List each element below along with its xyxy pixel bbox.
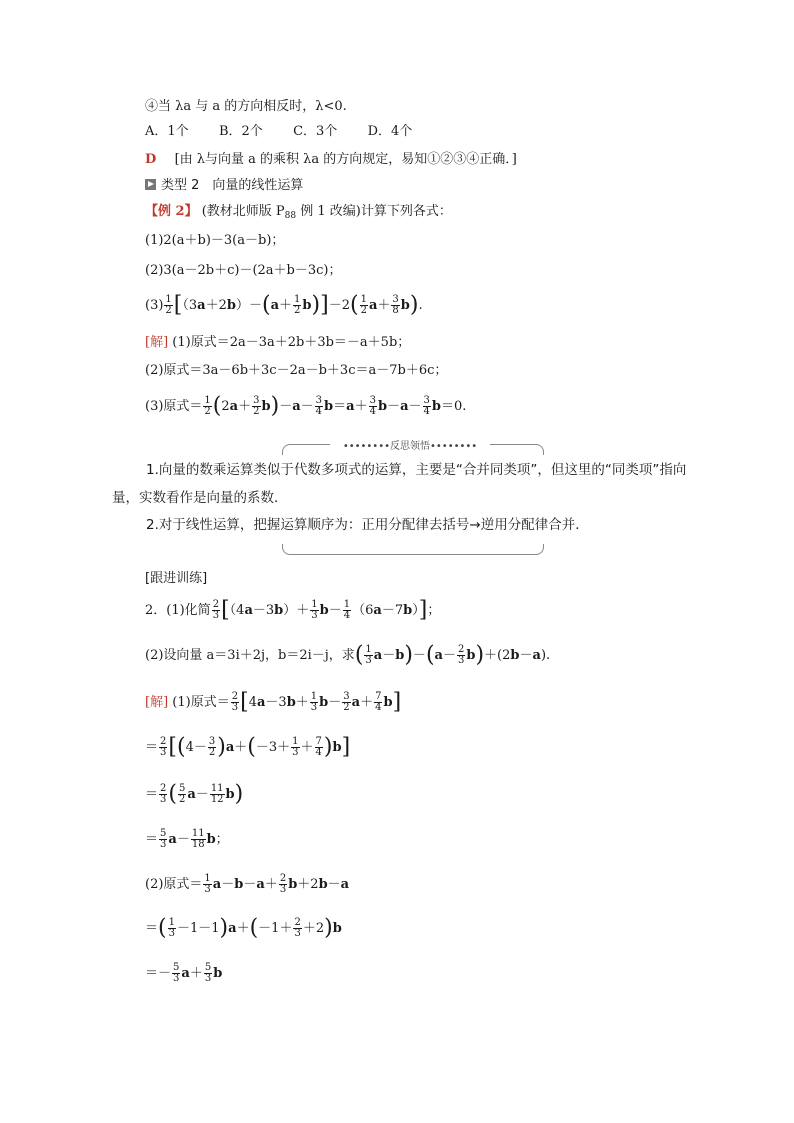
practice-2-2: (2)设向量 a＝3i＋2j，b＝2i－j，求( $\frac{1}{3}$ a－b)－(a－ $\frac{2}{3}$ b)＋(2b－a). [145, 642, 551, 668]
reflect-paragraph-2: 2.对于线性运算，把握运算顺序为：正用分配律去括号→逆用分配律合并． [146, 517, 589, 533]
reflect-paragraph-1: 1.向量的数乘运算类似于代数多项式的运算，主要是“合并同类项”，但这里的“同类项”指向量，实数看作是向量的系数． [112, 462, 687, 506]
jie-label: [解] [145, 335, 169, 350]
solution-1: [解] (1)原式＝2a－3a＋2b＋3b＝－a＋5b； [145, 335, 411, 350]
solution-3: (3)原式＝ $\frac{1}{2}$ (2a＋ $\frac{3}{2}$ b)－a－ $\frac{3}{4}$ b＝a＋ $\frac{3}{4}$ b－a－ $\frac{3}{4}$ b＝0. [145, 393, 467, 419]
reflect-title: ••••••••反思领悟•••••••• [330, 437, 490, 452]
question-3: (3) $\frac{1}{2}$ [（3a＋2b）－(a＋ $\frac{1}{2}$ b)]－2( $\frac{1}{2}$ a＋ $\frac{3}{8}$ b). [145, 292, 423, 318]
choice-row [145, 123, 412, 141]
answer-line [145, 151, 517, 169]
solution-2: (2)原式＝3a－6b＋3c－2a－b＋3c＝a－7b＋6c； [145, 363, 448, 378]
practice-label: [跟进训练] [145, 571, 208, 586]
example-label: 【例 2】 [145, 204, 198, 219]
practice-jie-label: [解] [145, 695, 169, 710]
answer-text: [由 λ与向量 a 的乘积 λa 的方向规定，易知①②③④正确．] [174, 152, 517, 167]
play-icon [145, 179, 156, 190]
practice-step-6: ＝( $\frac{1}{3}$ －1－1)a＋(－1＋ $\frac{2}{3}$ ＋2)b [145, 915, 342, 941]
choice-d: D．4个 [367, 124, 413, 139]
choice-b: B．2个 [218, 124, 263, 139]
practice-solution-2: (2)原式＝ $\frac{1}{3}$ a－b－a＋ $\frac{2}{3}$ b＋2b－a [145, 873, 350, 895]
type-heading: 类型 2 向量的线性运算 [145, 177, 303, 195]
practice-solution-1: [解] (1)原式＝ $\frac{2}{3}$ [4a－3b＋ $\frac{1}{3}$ b－ $\frac{3}{2}$ a＋ $\frac{7}{4}$ b] [145, 689, 402, 715]
practice-step-7: ＝－ $\frac{5}{3}$ a＋ $\frac{5}{3}$ b [145, 962, 223, 984]
practice-step-3: ＝ $\frac{2}{3}$ ( $\frac{5}{2}$ a－ $\frac{11}{12}$ b) [145, 781, 244, 807]
answer-letter: D [145, 152, 157, 167]
practice-step-4: ＝ $\frac{5}{3}$ a－ $\frac{11}{18}$ b； [145, 828, 229, 850]
choice-a: A．1个 [145, 124, 189, 139]
item-4: ④当 λa 与 a 的方向相反时，λ<0. [145, 99, 347, 114]
question-2: (2)3(a－2b＋c)－(2a＋b－3c)； [145, 263, 342, 278]
practice-step-2: ＝ $\frac{2}{3}$ [(4－ $\frac{3}{2}$ )a＋(－3＋ $\frac{1}{3}$ ＋ $\frac{7}{4}$ )b] [145, 734, 351, 760]
example-line: 【例 2】 (教材北师版 $P_{88}$ 例 1 改编)计算下列各式： [145, 204, 452, 221]
question-1: (1)2(a＋b)－3(a－b)； [145, 233, 285, 248]
practice-2-1: 2．(1)化简 $\frac{2}{3}$ [（4a－3b）＋ $\frac{1}{3}$ b－ $\frac{1}{4}$ （6a－7b）]； [145, 597, 441, 623]
choice-c: C．3个 [293, 124, 338, 139]
reflect-box-bottom [282, 544, 544, 555]
